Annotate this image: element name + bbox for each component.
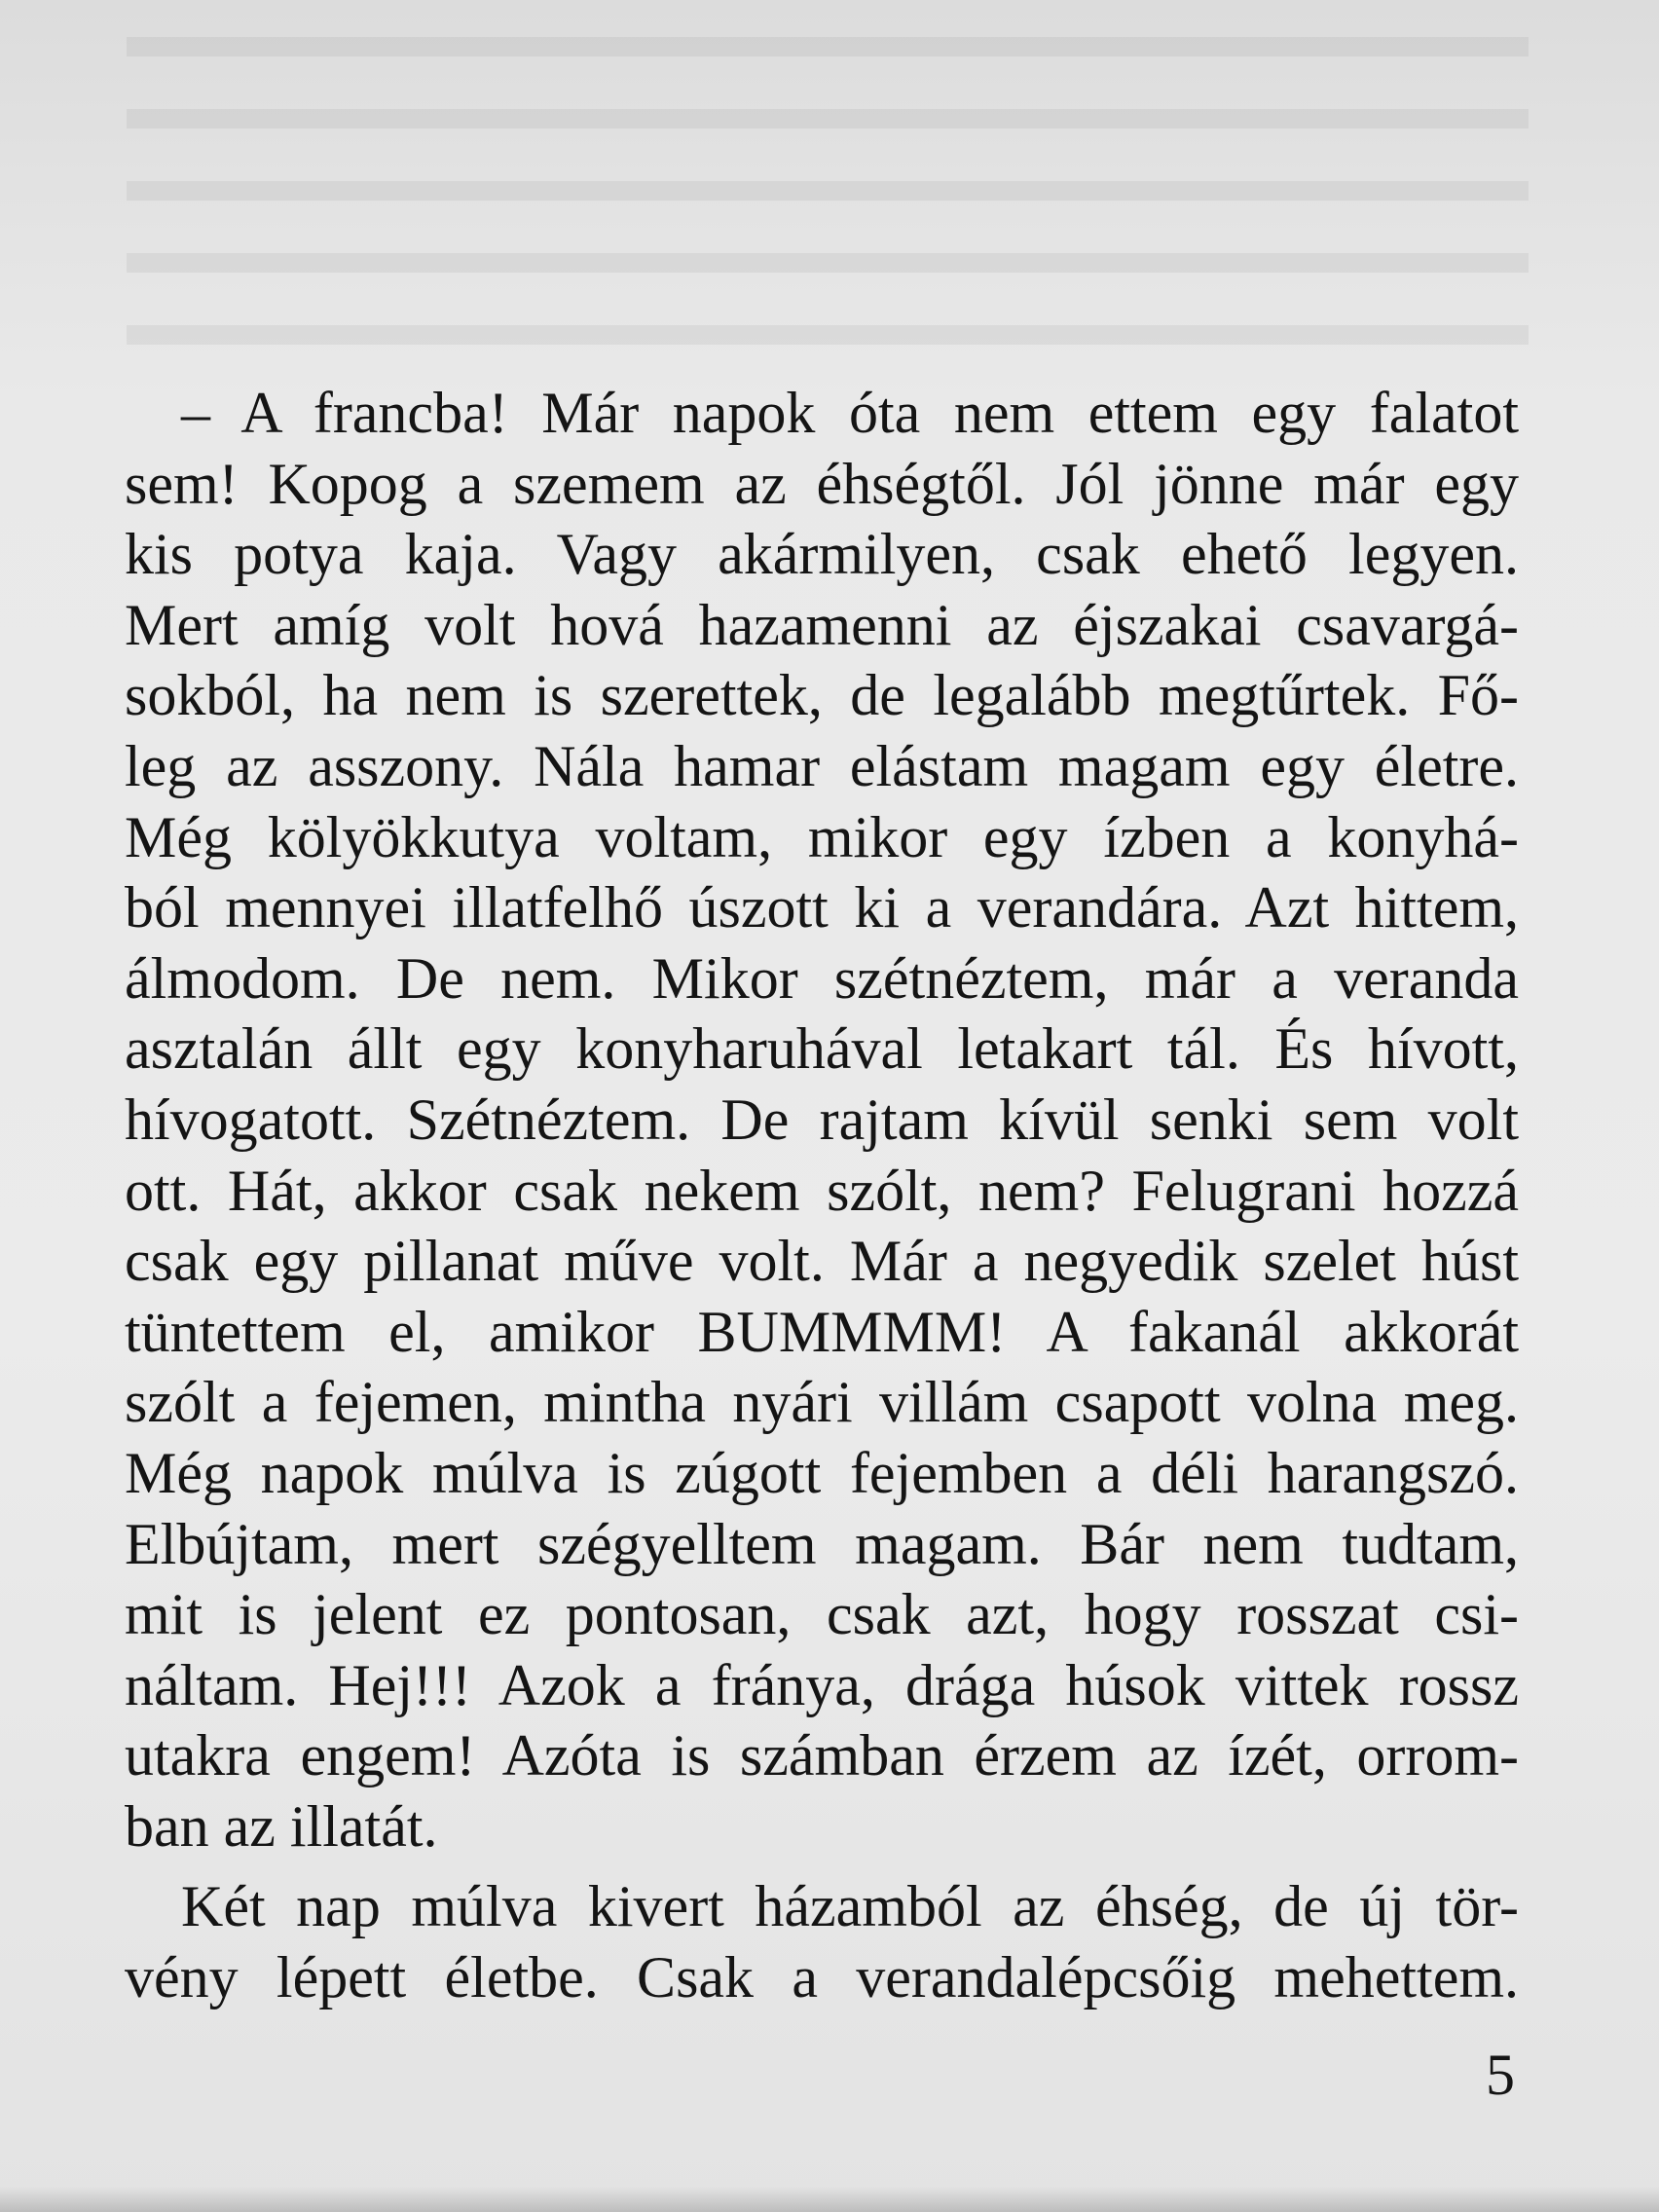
text-line: hívogatott. Szétnéztem. De rajtam kívül senki sem volt [125,1087,1519,1152]
text-line: csak egy pillanat műve volt. Már a negyedik szelet húst [125,1229,1519,1294]
text-line: – A francba! Már napok óta nem ettem egy falatot [181,381,1519,445]
text-line: asztalán állt egy konyharuhával letakart tál. És hívott, [125,1016,1519,1082]
text-line: ban az illatát. [125,1793,438,1859]
text-line: ott. Hát, akkor csak nekem szólt, nem? Felugrani hozzá [125,1158,1519,1223]
text-line: Mert amíg volt hová hazamenni az éjszakai csavargá- [125,592,1519,657]
text-line: Még kölyökkutya voltam, mikor egy ízben a konyhá- [125,804,1519,869]
text-line: Még napok múlva is zúgott fejemben a déli harangszó. [125,1440,1519,1505]
page-number: 5 [1486,2043,1515,2107]
text-line: szólt a fejemen, mintha nyári villám csapott volna meg. [125,1370,1519,1435]
paragraph-gap [125,1862,1519,1871]
text-line: sem! Kopog a szemem az éhségtől. Jól jönne már egy [125,451,1519,516]
text-line: mit is jelent ez pontosan, csak azt, hogy rosszat csi- [125,1582,1519,1647]
text-line: tüntettem el, amikor BUMMMM! A fakanál akkorát [125,1299,1519,1364]
paragraph-1 [125,378,1519,1862]
scan-edge [0,2187,1659,2212]
text-line: álmodom. De nem. Mikor szétnéztem, már a veranda [125,945,1519,1011]
text-line: vény lépett életbe. Csak a verandalépcsőig mehettem. [125,1945,1519,2010]
text-line: utakra engem! Azóta is számban érzem az ízét, orrom- [125,1723,1519,1788]
text-line: náltam. Hej!!! Azok a fránya, drága húsok vittek rossz [125,1652,1519,1717]
paragraph-2 [125,1871,1519,2012]
show-through-text [127,0,1529,350]
text-line: ból mennyei illatfelhő úszott ki a verandára. Azt hittem, [125,875,1519,940]
body-text [125,378,1519,2013]
text-line: kis potya kaja. Vagy akármilyen, csak ehető legyen. [125,522,1519,587]
text-line: Két nap múlva kivert házamból az éhség, de új tör- [181,1874,1519,1939]
text-line: sokból, ha nem is szerettek, de legalább megtűrtek. Fő- [125,663,1519,728]
text-line: leg az asszony. Nála hamar elástam magam egy életre. [125,733,1519,798]
text-line: Elbújtam, mert szégyelltem magam. Bár nem tudtam, [125,1511,1519,1576]
